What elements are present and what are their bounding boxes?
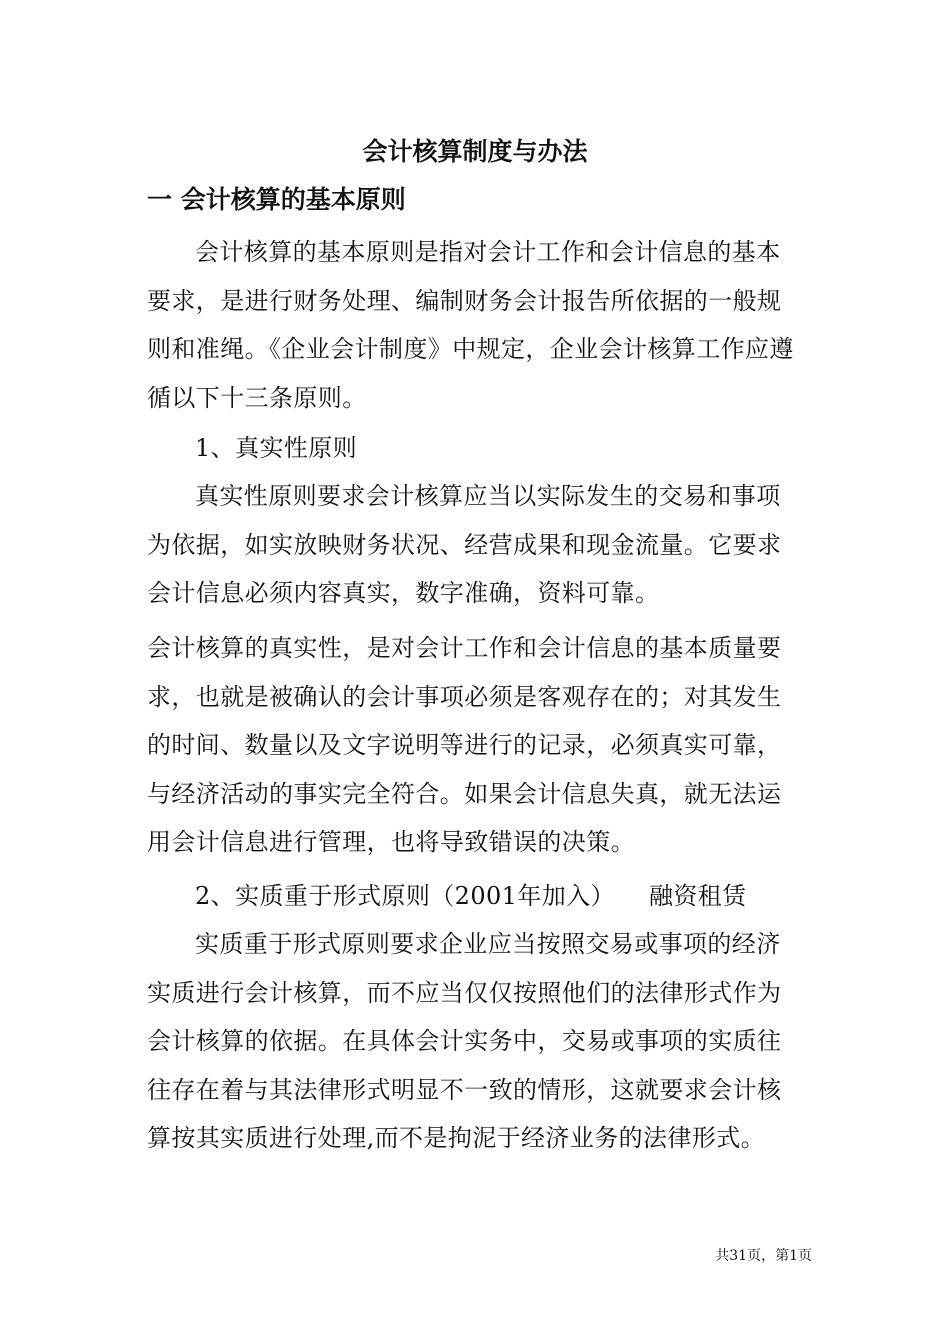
principle-1-paragraph-1: 真实性原则要求会计核算应当以实际发生的交易和事项为依据，如实放映财务状况、经营成果和现金流量。它要求会计信息必须内容真实，数字准确，资料可靠。: [147, 482, 782, 607]
principle-2-title-line: [147, 872, 797, 921]
document-title: 会计核算制度与办法: [362, 137, 588, 166]
page-footer: 共31页，第1页: [715, 1248, 812, 1264]
section-heading: 一 会计核算的基本原则: [147, 185, 406, 214]
principle-2-title: 2、实质重于形式原则（2001年加入）: [195, 882, 615, 910]
intro-paragraph: 会计核算的基本原则是指对会计工作和会计信息的基本要求，是进行财务处理、编制财务会计报告所依据的一般规则和准绳。《企业会计制度》中规定，企业会计核算工作应遵循以下十三条原则。: [147, 238, 794, 412]
principle-1-title: 1、真实性原则: [195, 434, 358, 462]
principle-2-note: 融资租赁: [648, 882, 747, 910]
principle-1-paragraph-2: 会计核算的真实性，是对会计工作和会计信息的基本质量要求，也就是被确认的会计事项必须是客观存在的；对其发生的时间、数量以及文字说明等进行的记录，必须真实可靠，与经济活动的事实完全符合。如果会计信息失真，就无法运用会计信息进行管理，也将导致错误的决策。: [147, 634, 782, 856]
principle-2-paragraph-1: 实质重于形式原则要求企业应当按照交易或事项的经济实质进行会计核算，而不应当仅仅按照他们的法律形式作为会计核算的依据。在具体会计实务中，交易或事项的实质往往存在着与其法律形式明显不一致的情形，这就要求会计核算按其实质进行处理,而不是拘泥于经济业务的法律形式。: [147, 930, 782, 1152]
